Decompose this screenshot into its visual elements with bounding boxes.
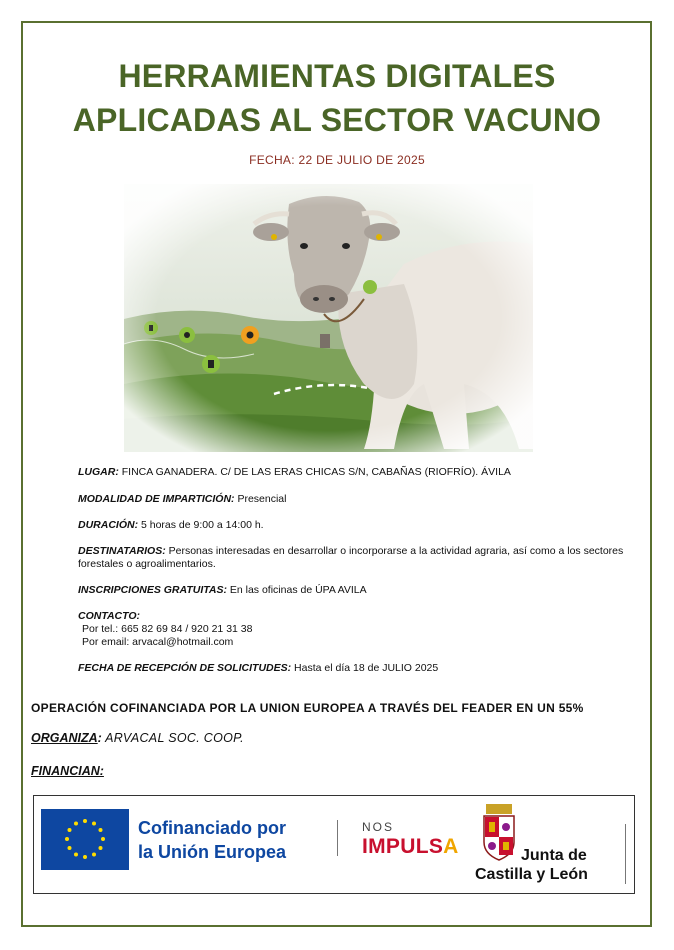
event-date: FECHA: 22 DE JULIO DE 2025 (249, 153, 425, 167)
junta-castilla-leon-text (475, 846, 588, 884)
logo-right-separator (625, 824, 626, 884)
detail-duracion (78, 519, 638, 532)
detail-fecha-solicitudes (78, 662, 638, 675)
organiza-label: ORGANIZA (31, 731, 98, 745)
modalidad-label: MODALIDAD DE IMPARTICIÓN: (78, 493, 235, 505)
duracion-label: DURACIÓN: (78, 519, 139, 531)
lugar-value: FINCA GANADERA. C/ DE LAS ERAS CHICAS S/N, CABAÑAS (RIOFRÍO). ÁVILA (118, 466, 511, 478)
nos-text: NOS (362, 820, 395, 834)
eu-cofinanciado-text (138, 816, 286, 864)
impulsa-main: IMPULS (362, 835, 444, 858)
eu-text-line2: la Unión Europea (138, 842, 287, 862)
eu-flag-icon (41, 809, 129, 870)
contacto-label: CONTACTO: (78, 610, 141, 622)
jcyl-line1: Junta de (521, 847, 587, 864)
impulsa-end: A (443, 835, 459, 858)
title-line-1: HERRAMIENTAS DIGITALES (118, 58, 556, 94)
eu-text-line1: Cofinanciado por (138, 818, 286, 838)
destinatarios-label: DESTINATARIOS: (78, 545, 166, 557)
detail-inscripciones (78, 584, 638, 597)
impulsa-logo (362, 835, 459, 859)
detail-lugar (78, 466, 638, 479)
jcyl-line2: Castilla y León (475, 866, 588, 883)
destinatarios-value: Personas interesadas en desarrollar o incorporarse a la actividad agraria, así como a los sectores forestales o agroalimentarios. (78, 545, 624, 570)
title-line-2: APLICADAS AL SECTOR VACUNO (72, 102, 602, 138)
organiza-line (31, 731, 244, 745)
organiza-value: ARVACAL SOC. COOP. (101, 731, 244, 745)
lugar-label: LUGAR: (78, 466, 119, 478)
cofinanciacion-statement: OPERACIÓN COFINANCIADA POR LA UNION EUROPEA A TRAVÉS DEL FEADER EN UN 55% (31, 701, 584, 715)
fecha-solicitudes-label: FECHA DE RECEPCIÓN DE SOLICITUDES: (78, 662, 292, 674)
contacto-telefono: Por tel.: 665 82 69 84 / 920 21 31 38 (82, 623, 253, 635)
modalidad-value: Presencial (234, 493, 287, 505)
logo-separator (337, 820, 338, 856)
contacto-email: Por email: arvacal@hotmail.com (82, 636, 234, 648)
duracion-value: 5 horas de 9:00 a 14:00 h. (138, 519, 264, 531)
detail-destinatarios (78, 545, 638, 571)
detail-modalidad (78, 493, 638, 506)
inscripciones-label: INSCRIPCIONES GRATUITAS: (78, 584, 227, 596)
organiza-colon: : (97, 731, 102, 745)
inscripciones-value: En las oficinas de ÚPA AVILA (226, 584, 367, 596)
fecha-solicitudes-value: Hasta el día 18 de JULIO 2025 (291, 662, 439, 674)
cow-landscape-image (124, 184, 533, 452)
detail-contacto (78, 610, 638, 649)
financian-label: FINANCIAN: (31, 764, 104, 778)
sponsor-logos-box (33, 795, 635, 894)
